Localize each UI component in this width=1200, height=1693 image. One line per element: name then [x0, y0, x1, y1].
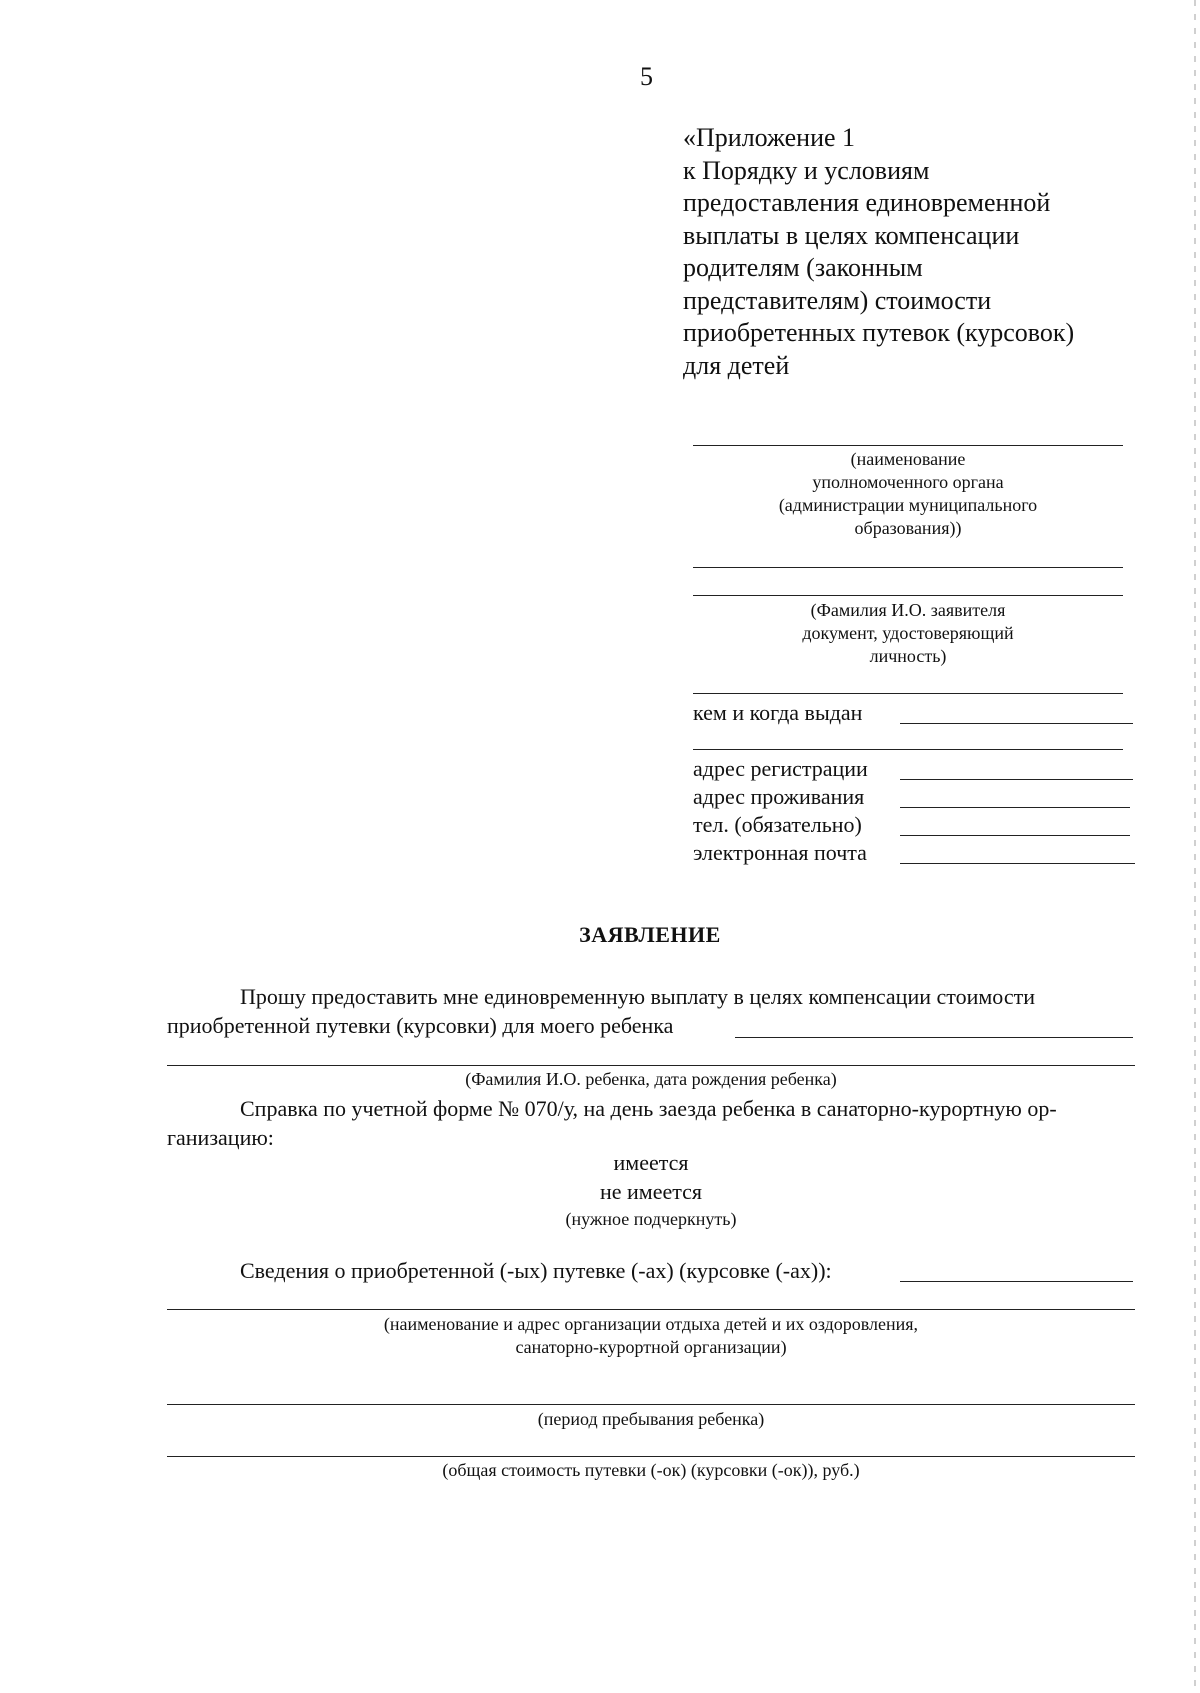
cost-caption: (общая стоимость путевки (-ок) (курсовки (-ок)), руб.) [442, 1460, 860, 1480]
annex-line: выплаты в целях компенсации [683, 220, 1020, 250]
period-line[interactable] [167, 1404, 1135, 1405]
child-name-field-line[interactable] [735, 1037, 1133, 1038]
document-title: ЗАЯВЛЕНИЕ [579, 922, 721, 947]
option-has-not[interactable]: не имеется [599, 1179, 703, 1204]
issued-extra-line[interactable] [693, 749, 1123, 750]
residence-field-line[interactable] [900, 807, 1130, 808]
cost-line[interactable] [167, 1456, 1135, 1457]
period-caption: (период пребывания ребенка) [537, 1409, 765, 1429]
request-line-1: Прошу предоставить мне единовременную выплату в целях компенсации стоимости [240, 984, 1035, 1009]
scan-edge-artifact [1194, 0, 1196, 1693]
annex-line: приобретенных путевок (курсовок) [683, 318, 1075, 347]
issued-field-line[interactable] [900, 723, 1133, 724]
voucher-info-label: Сведения о приобретенной (-ых) путевке (-ах) (курсовке (-ах)): [240, 1258, 832, 1283]
registration-field-line[interactable] [900, 779, 1133, 780]
organization-caption: (наименование и адрес организации отдыха детей и их оздоровления, санаторно-курортной организации) [383, 1314, 919, 1357]
residence-label: адрес проживания [693, 784, 865, 809]
annex-line: для детей [683, 350, 790, 380]
phone-label: тел. (обязательно) [693, 812, 862, 837]
underline-hint: (нужное подчеркнуть) [565, 1209, 737, 1229]
issued-label: кем и когда выдан [693, 700, 863, 725]
child-caption: (Фамилия И.О. ребенка, дата рождения ребенка) [465, 1069, 837, 1089]
certificate-line-2: ганизацию: [167, 1125, 274, 1150]
organ-extra-line[interactable] [693, 567, 1123, 568]
organ-name-line[interactable] [693, 445, 1123, 446]
organization-line[interactable] [167, 1309, 1135, 1310]
applicant-caption: (Фамилия И.О. заявителя документ, удостоверяющий личность) [802, 600, 1014, 666]
annex-heading [683, 122, 1123, 382]
document-line[interactable] [693, 693, 1123, 694]
annex-line: родителям (законным [683, 253, 923, 282]
phone-field-line[interactable] [900, 835, 1130, 836]
email-field-line[interactable] [900, 863, 1135, 864]
annex-line: «Приложение 1 [683, 123, 856, 152]
certificate-line-1: Справка по учетной форме № 070/у, на день заезда ребенка в санаторно-курортную ор- [240, 1096, 1057, 1121]
applicant-name-line[interactable] [693, 595, 1123, 596]
annex-line: представителям) стоимости [683, 285, 992, 315]
organ-caption: (наименование уполномоченного органа (администрации муниципального образования)) [778, 449, 1038, 538]
registration-label: адрес регистрации [693, 756, 868, 781]
child-name-line[interactable] [167, 1065, 1135, 1066]
voucher-info-field-line[interactable] [900, 1281, 1133, 1282]
page-number: 5 [640, 62, 653, 91]
annex-line: к Порядку и условиям [683, 155, 930, 185]
option-has[interactable]: имеется [613, 1150, 689, 1175]
annex-line: предоставления единовременной [683, 188, 1051, 217]
request-line-2: приобретенной путевки (курсовки) для моего ребенка [167, 1013, 674, 1038]
email-label: электронная почта [693, 840, 867, 865]
